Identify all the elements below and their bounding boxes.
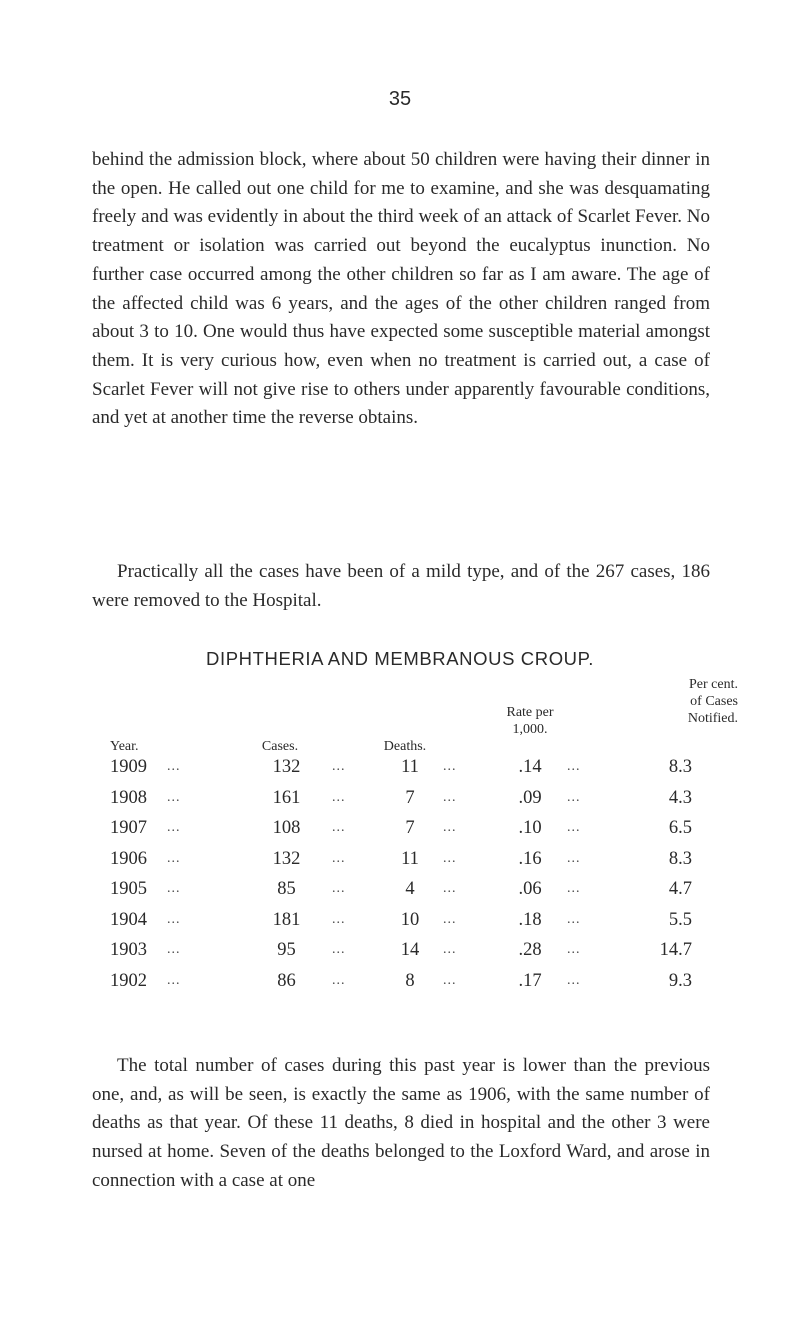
dot-leader: ... xyxy=(567,911,581,927)
percent-cell: 8.3 xyxy=(668,757,692,777)
dot-leader: ... xyxy=(167,789,181,805)
rate-cell: .17 xyxy=(518,970,542,991)
dot-leader: ... xyxy=(567,881,581,896)
year-cell: 1904 xyxy=(110,909,147,930)
cases-cell: 86 xyxy=(277,970,296,991)
dot-leader: ... xyxy=(443,942,457,957)
dot-leader: ... xyxy=(443,789,457,805)
dot-leader: ... xyxy=(567,759,581,774)
cases-cell: 132 xyxy=(272,757,301,777)
year-cell: 1907 xyxy=(110,818,147,838)
dot-leader: ... xyxy=(167,942,181,957)
percent-header-line: Per cent. xyxy=(689,677,738,692)
dot-leader: ... xyxy=(567,850,581,866)
dot-leader: ... xyxy=(567,789,581,805)
percent-cell: 5.5 xyxy=(668,909,692,930)
rate-cell: .14 xyxy=(518,757,542,777)
column-header-percent xyxy=(652,676,738,727)
deaths-cell: 11 xyxy=(401,757,419,777)
percent-cell: 4.3 xyxy=(668,787,692,808)
column-header-deaths: Deaths. xyxy=(383,739,427,754)
percent-header-line: Notified. xyxy=(687,711,738,726)
dot-leader: ... xyxy=(443,911,457,927)
dot-leader: ... xyxy=(443,850,457,866)
percent-cell: 4.7 xyxy=(668,879,692,899)
dot-leader: ... xyxy=(443,820,457,835)
paragraph-total-cases: The total number of cases during this past year is lower than the previous one, and, as will be seen, is exactly the same as 1906, with the same number of deaths as that year. Of these 11 deaths, 8 died in hospital and the other 3 were nursed at home. Seven of the deaths belonged to the Loxford Ward, and arose in connection with a case at one xyxy=(92,1055,710,1191)
year-cell: 1909 xyxy=(110,757,147,777)
dot-leader: ... xyxy=(167,911,181,927)
year-cell: 1905 xyxy=(110,879,147,899)
paragraph-mild-type: Practically all the cases have been of a mild type, and of the 267 cases, 186 were removed to the Hospital. xyxy=(92,561,710,611)
dot-leader: ... xyxy=(167,820,181,835)
dot-leader: ... xyxy=(332,911,346,927)
dot-leader: ... xyxy=(332,972,346,988)
deaths-cell: 4 xyxy=(405,879,415,899)
dot-leader: ... xyxy=(332,850,346,866)
dot-leader: ... xyxy=(567,942,581,957)
year-cell: 1903 xyxy=(110,940,147,960)
table-heading: DIPHTHERIA AND MEMBRANOUS CROUP. xyxy=(206,648,594,669)
deaths-cell: 7 xyxy=(405,818,415,838)
percent-cell: 14.7 xyxy=(659,940,692,960)
rate-header-line: 1,000. xyxy=(512,722,548,737)
cases-cell: 85 xyxy=(277,879,296,899)
dot-leader: ... xyxy=(167,972,181,988)
dot-leader: ... xyxy=(443,972,457,988)
rate-cell: .09 xyxy=(518,787,542,808)
year-cell: 1906 xyxy=(110,848,147,869)
rate-cell: .10 xyxy=(518,818,542,838)
dot-leader: ... xyxy=(332,789,346,805)
percent-header-line: of Cases xyxy=(690,694,738,709)
paragraph-scarlet-fever-case: behind the admission block, where about 50 children were having their dinner in the open. He called out one child for me to examine, and she was desquamating freely and was evidently in about the third week of an attack of Scarlet Fever. No treatment or isolation was carried out beyond the eucalyptus inunction. No further case occurred among the other children so far as I am aware. The age of the affected child was 6 years, and the ages of the other children ranged from about 3 to 10. One would thus have expected some susceptible material amongst them. It is very curious how, even when no treatment is carried out, a case of Scarlet Fever will not give rise to others under apparently favourable conditions, and yet at another time the reverse obtains. xyxy=(92,149,710,429)
deaths-cell: 11 xyxy=(401,848,419,869)
page-number: 35 xyxy=(388,88,412,110)
rate-cell: .18 xyxy=(518,909,542,930)
deaths-cell: 7 xyxy=(405,787,415,808)
year-cell: 1902 xyxy=(110,970,147,991)
dot-leader: ... xyxy=(167,850,181,866)
rate-header-line: Rate per xyxy=(506,705,554,720)
cases-cell: 95 xyxy=(277,940,296,960)
rate-cell: .16 xyxy=(518,848,542,869)
dot-leader: ... xyxy=(443,881,457,896)
dot-leader: ... xyxy=(567,972,581,988)
column-header-rate xyxy=(490,704,570,738)
dot-leader: ... xyxy=(332,942,346,957)
dot-leader: ... xyxy=(167,881,181,896)
dot-leader: ... xyxy=(567,820,581,835)
cases-cell: 181 xyxy=(272,909,301,930)
rate-cell: .06 xyxy=(518,879,542,899)
percent-cell: 9.3 xyxy=(668,970,692,991)
deaths-cell: 10 xyxy=(400,909,420,930)
cases-cell: 161 xyxy=(272,787,301,808)
dot-leader: ... xyxy=(167,759,181,774)
column-header-cases: Cases. xyxy=(261,739,299,754)
percent-cell: 8.3 xyxy=(668,848,692,869)
column-header-year: Year. xyxy=(110,739,139,754)
deaths-cell: 8 xyxy=(405,970,415,991)
cases-cell: 108 xyxy=(272,818,301,838)
percent-cell: 6.5 xyxy=(668,818,692,838)
dot-leader: ... xyxy=(332,881,346,896)
year-cell: 1908 xyxy=(110,787,147,808)
dot-leader: ... xyxy=(443,759,457,774)
deaths-cell: 14 xyxy=(400,940,420,960)
cases-cell: 132 xyxy=(272,848,301,869)
dot-leader: ... xyxy=(332,759,346,774)
dot-leader: ... xyxy=(332,820,346,835)
rate-cell: .28 xyxy=(518,940,542,960)
